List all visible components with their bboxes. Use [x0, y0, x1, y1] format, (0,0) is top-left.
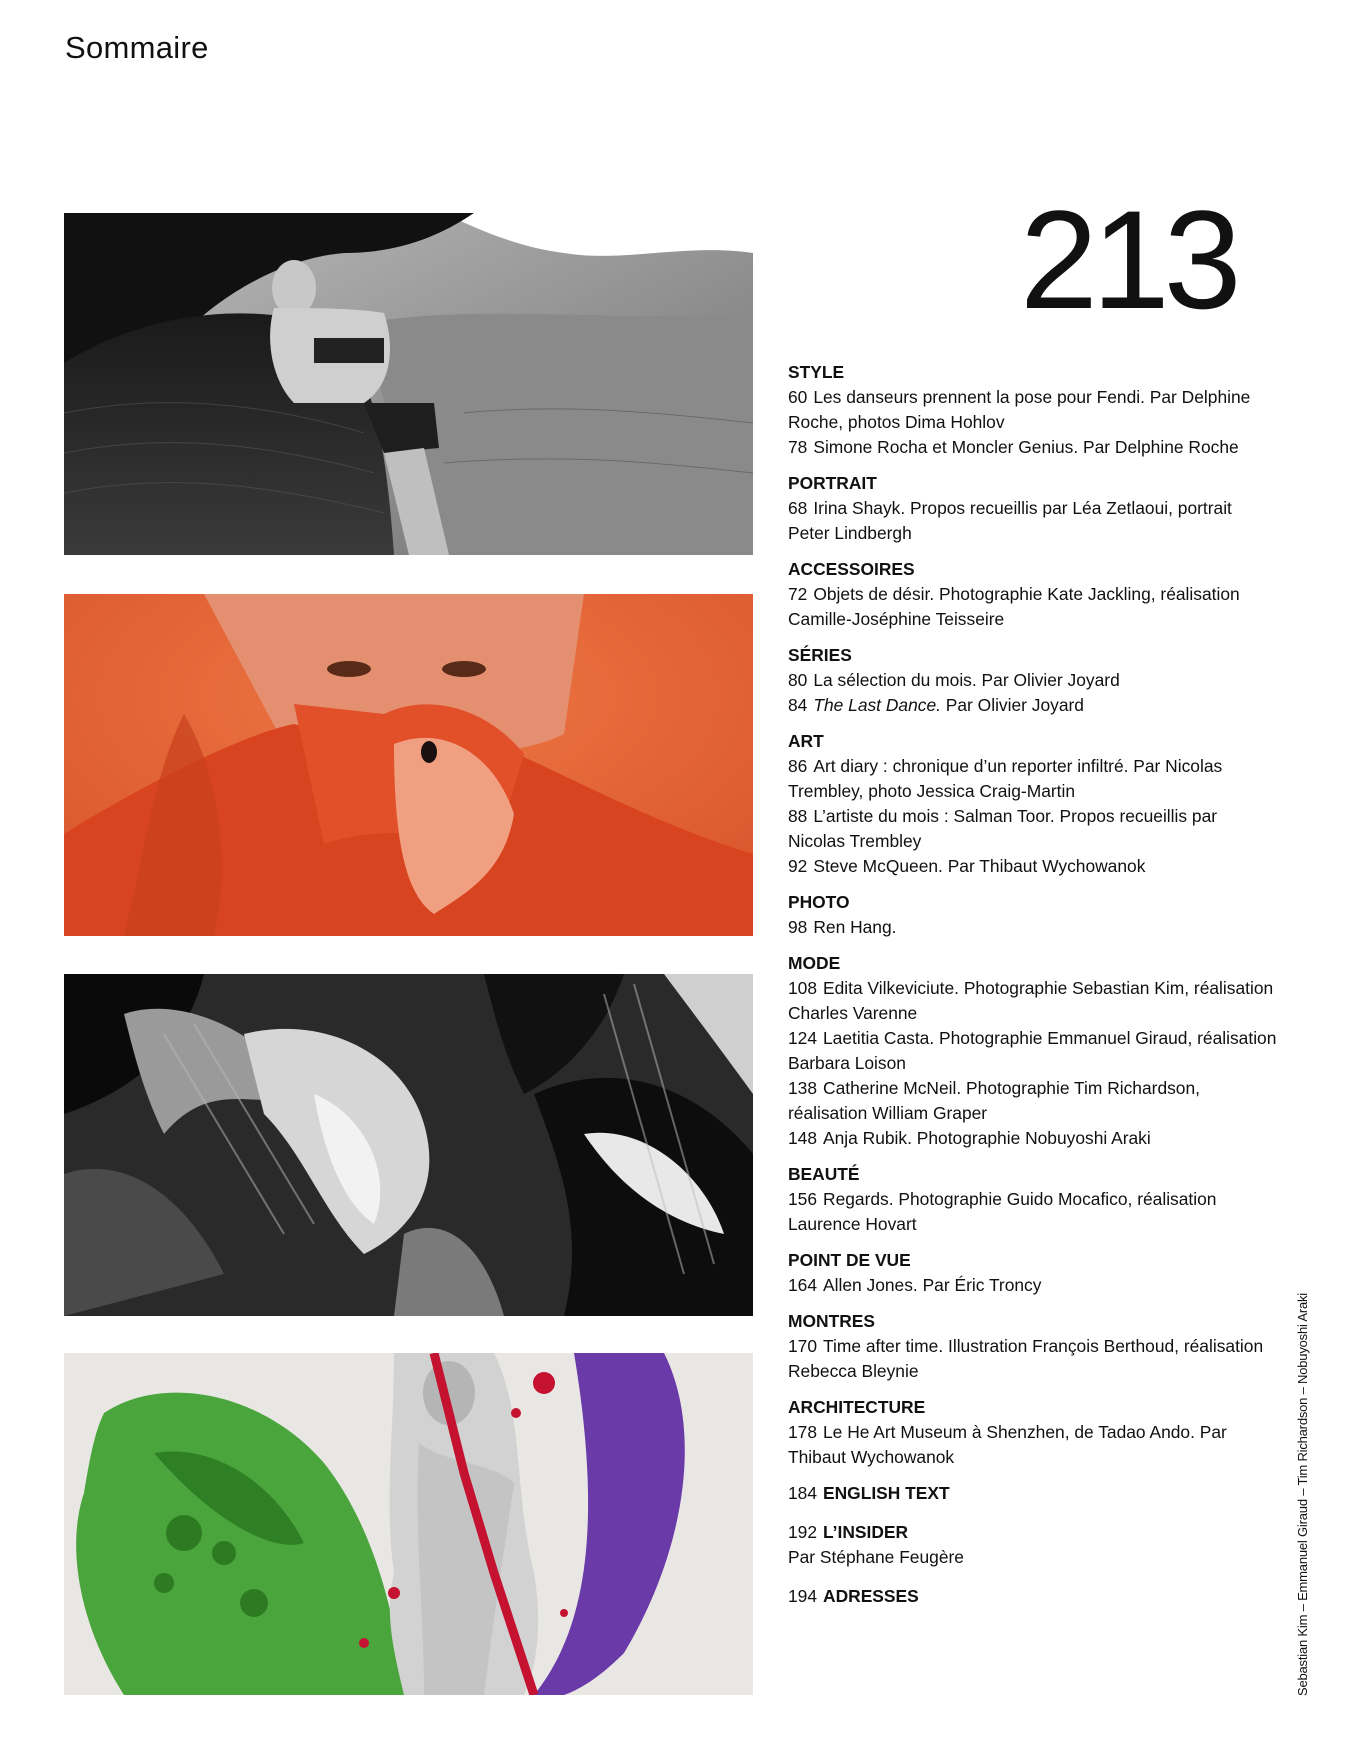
toc-section — [788, 729, 1278, 879]
toc-section — [788, 360, 1278, 460]
page-number: 170 — [788, 1336, 818, 1356]
toc-entry[interactable] — [788, 1026, 1278, 1076]
section-heading: SÉRIES — [788, 645, 852, 665]
page-number: 92 — [788, 856, 808, 876]
entry-title: Objets de désir. Photographie Kate Jackling, réalisation Camille-Joséphine Teisseire — [788, 584, 1240, 629]
toc-entry[interactable] — [788, 1187, 1278, 1237]
toc-entry[interactable] — [788, 976, 1278, 1026]
page-number: 194 — [788, 1586, 818, 1606]
entry-title: Ren Hang. — [813, 917, 897, 937]
section-heading: STYLE — [788, 362, 845, 382]
toc-entry[interactable] — [788, 496, 1278, 546]
page-number: 148 — [788, 1128, 818, 1148]
toc-section — [788, 471, 1278, 546]
page-number: 184 — [788, 1483, 818, 1503]
page-number: 60 — [788, 387, 808, 407]
page-number: 156 — [788, 1189, 818, 1209]
toc-section — [788, 890, 1278, 940]
toc-entry[interactable] — [788, 915, 1278, 940]
toc-entry[interactable] — [788, 435, 1278, 460]
page-number: 98 — [788, 917, 808, 937]
page-number: 124 — [788, 1028, 818, 1048]
toc-section — [788, 1395, 1278, 1470]
entry-title: Le He Art Museum à Shenzhen, de Tadao Ando. Par Thibaut Wychowanok — [788, 1422, 1227, 1467]
section-heading: MODE — [788, 953, 841, 973]
entry-subtitle: Par Stéphane Feugère — [788, 1547, 964, 1567]
section-heading: ACCESSOIRES — [788, 559, 915, 579]
entry-title: Regards. Photographie Guido Mocafico, réalisation Laurence Hovart — [788, 1189, 1217, 1234]
toc-entry-insider[interactable] — [788, 1520, 1278, 1570]
section-heading: BEAUTÉ — [788, 1164, 860, 1184]
page-title: Sommaire — [65, 30, 209, 65]
page-number: 68 — [788, 498, 808, 518]
page-number: 164 — [788, 1275, 818, 1295]
toc-entry[interactable] — [788, 1334, 1278, 1384]
page-number: 108 — [788, 978, 818, 998]
entry-title: Allen Jones. Par Éric Troncy — [823, 1275, 1042, 1295]
entry-title: Laetitia Casta. Photographie Emmanuel Giraud, réalisation Barbara Loison — [788, 1028, 1277, 1073]
photo-mode — [64, 974, 753, 1316]
photo-style — [64, 213, 753, 555]
toc-section — [788, 951, 1278, 1151]
toc-section — [788, 643, 1278, 718]
photo-beaute — [64, 1353, 753, 1695]
section-heading: ARCHITECTURE — [788, 1397, 926, 1417]
toc-entry[interactable] — [788, 754, 1278, 804]
entry-title: La sélection du mois. Par Olivier Joyard — [813, 670, 1120, 690]
page-number: 72 — [788, 584, 808, 604]
entry-title: ENGLISH TEXT — [823, 1483, 950, 1503]
section-heading: POINT DE VUE — [788, 1250, 911, 1270]
toc-entry-english[interactable] — [788, 1481, 1278, 1506]
toc-section — [788, 1309, 1278, 1384]
toc-section — [788, 1248, 1278, 1298]
section-heading: ART — [788, 731, 824, 751]
page-number: 192 — [788, 1522, 818, 1542]
toc-section — [788, 557, 1278, 632]
entry-title: Irina Shayk. Propos recueillis par Léa Zetlaoui, portrait Peter Lindbergh — [788, 498, 1232, 543]
photo-credit: Sebastian Kim – Emmanuel Giraud – Tim Richardson – Nobuyoshi Araki — [1295, 1293, 1310, 1696]
entry-title: L’artiste du mois : Salman Toor. Propos recueillis par Nicolas Trembley — [788, 806, 1218, 851]
entry-title: Time after time. Illustration François Berthoud, réalisation Rebecca Bleynie — [788, 1336, 1264, 1381]
entry-title: Steve McQueen. Par Thibaut Wychowanok — [813, 856, 1146, 876]
page-number: 84 — [788, 695, 808, 715]
toc-entry[interactable] — [788, 668, 1278, 693]
photo-portrait — [64, 594, 753, 936]
page-number: 88 — [788, 806, 808, 826]
entry-title: The Last Dance. Par Olivier Joyard — [813, 695, 1084, 715]
page-number: 78 — [788, 437, 808, 457]
toc-section — [788, 1162, 1278, 1237]
toc-entry[interactable] — [788, 1076, 1278, 1126]
toc-entry[interactable] — [788, 1126, 1278, 1151]
section-heading: PHOTO — [788, 892, 850, 912]
entry-title: L’INSIDER — [823, 1522, 909, 1542]
entry-title: Simone Rocha et Moncler Genius. Par Delphine Roche — [813, 437, 1239, 457]
toc-entry[interactable] — [788, 1420, 1278, 1470]
entry-title: Catherine McNeil. Photographie Tim Richardson, réalisation William Graper — [788, 1078, 1200, 1123]
table-of-contents — [788, 360, 1278, 1623]
page-number: 80 — [788, 670, 808, 690]
toc-entry[interactable] — [788, 385, 1278, 435]
page-number: 178 — [788, 1422, 818, 1442]
entry-title: Anja Rubik. Photographie Nobuyoshi Araki — [823, 1128, 1151, 1148]
toc-entry[interactable] — [788, 693, 1278, 718]
page-number: 86 — [788, 756, 808, 776]
issue-number: 213 — [1020, 181, 1236, 338]
entry-title: Les danseurs prennent la pose pour Fendi. Par Delphine Roche, photos Dima Hohlov — [788, 387, 1251, 432]
toc-entry[interactable] — [788, 1273, 1278, 1298]
section-heading: MONTRES — [788, 1311, 875, 1331]
section-heading: PORTRAIT — [788, 473, 877, 493]
page-number: 138 — [788, 1078, 818, 1098]
toc-entry[interactable] — [788, 582, 1278, 632]
toc-entry[interactable] — [788, 854, 1278, 879]
entry-title: Edita Vilkeviciute. Photographie Sebastian Kim, réalisation Charles Varenne — [788, 978, 1274, 1023]
toc-entry[interactable] — [788, 804, 1278, 854]
entry-title: ADRESSES — [823, 1586, 919, 1606]
entry-title: Art diary : chronique d’un reporter infiltré. Par Nicolas Trembley, photo Jessica Craig-Martin — [788, 756, 1223, 801]
toc-entry-adresses[interactable] — [788, 1584, 1278, 1609]
